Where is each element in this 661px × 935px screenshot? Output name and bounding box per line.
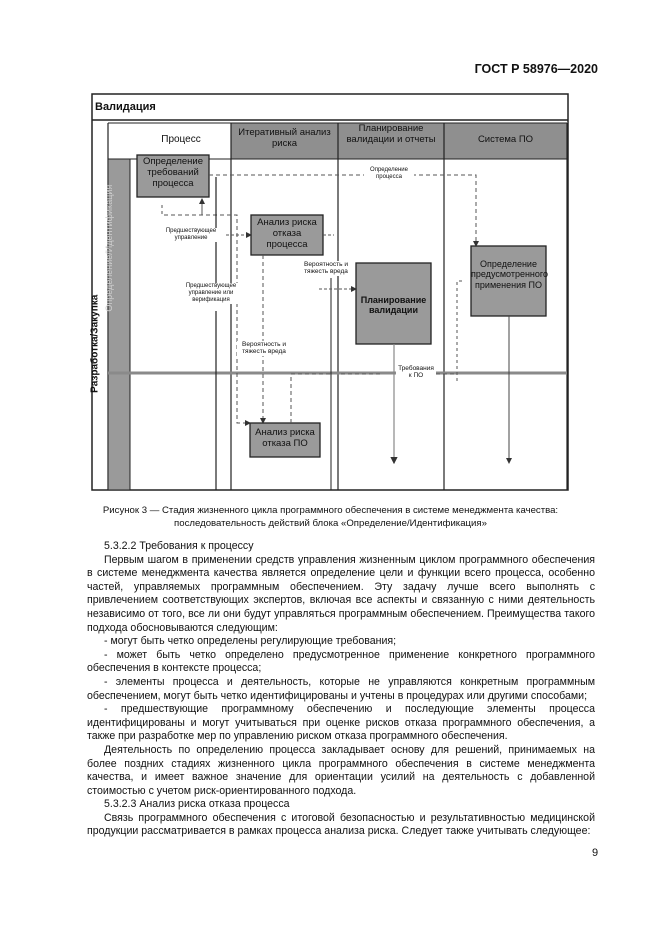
bullet-item: - предшествующие программному обеспечению и последующие элементы процесса идентифицированы и могут учитываться при оценке рисков отказа программного обеспечения, а также при разработке мер по управлению риском отказа программного обеспечения.	[87, 703, 595, 743]
box-process-failure-risk: Анализ риска отказа процесса	[257, 217, 317, 250]
figure-caption	[70, 505, 591, 531]
caption-line-1: Рисунок 3 — Стадия жизненного цикла программного обеспечения в системе менеджмента качества:	[102, 505, 559, 516]
column-header-process: Процесс	[161, 134, 201, 145]
box-software-failure-risk: Анализ риска отказа ПО	[255, 427, 315, 449]
standard-header: ГОСТ Р 58976—2020	[474, 62, 598, 76]
figure-3-diagram	[91, 93, 569, 491]
box-intended-use: Определение предусмотренного применения ПО	[471, 259, 549, 290]
figure-title-bar: Валидация	[95, 101, 156, 113]
column-header-software-system: Система ПО	[477, 134, 534, 145]
label-previous-control-verification: Предшествующее управление или верификация	[176, 283, 246, 304]
label-software-requirements: Требования к ПО	[396, 365, 436, 380]
inner-lane-label: Определение/Идентификация	[103, 184, 114, 312]
outer-lane-label: Разработка/Закупка	[89, 294, 101, 393]
paragraph: Деятельность по определению процесса закладывает основу для решений, принимаемых на более поздних стадиях жизненного цикла программного обеспечения в системе менеджмента качества, и имеет важное значение для ориентации усилий на деятельность с добавленной стоимостью с учетом риск-ориентированного подхода.	[87, 743, 595, 797]
page-number: 9	[592, 847, 599, 859]
section-heading-5-3-2-3: 5.3.2.3 Анализ риска отказа процесса	[104, 798, 290, 811]
bullet-item: - элементы процесса и деятельность, которые не управляются конкретным программным обеспечением, могут быть четко идентифицированы и учтены в процедурах или другими способами;	[87, 675, 595, 702]
box-process-requirements: Определение требований процесса	[142, 156, 204, 189]
paragraph: Первым шагом в применении средств управления жизненным циклом программного обеспечения в системе менеджмента качества является определение цели и функции всего процесса, особенно частей, управляемых программным обеспечением. Эту задачу лучше всего выполнять с привлечением соответствующих экспертов, включая все аспекты и связанную с ними деятельность независимо от того, все ли они будут управляться программным обеспечением. Преимущества такого подхода обосновываются следующим:	[87, 553, 595, 634]
box-validation-planning: Планирование валидации	[360, 295, 427, 316]
diagram-lines	[91, 93, 569, 491]
body-text	[87, 540, 595, 839]
section-heading-5-3-2-2: 5.3.2.2 Требования к процессу	[104, 540, 254, 552]
label-probability-severity-2: Вероятность и тяжесть вреда	[237, 341, 291, 356]
label-probability-severity-1: Вероятность и тяжесть вреда	[299, 261, 353, 276]
bullet-item: - может быть четко определено предусмотренное применение конкретного программного обеспечения в контексте процесса;	[87, 648, 595, 675]
paragraph: Связь программного обеспечения с итоговой безопасностью и результативностью медицинской продукции рассматривается в рамках процесса анализа риска. Следует также учитывать следующее:	[87, 811, 595, 838]
column-header-iterative-risk: Итеративный анализ риска	[238, 127, 331, 149]
label-process-definition: Определение процесса	[364, 167, 414, 181]
bullet-item: - могут быть четко определены регулирующие требования;	[104, 635, 397, 648]
caption-line-2: последовательность действий блока «Определение/Идентификация»	[174, 517, 487, 529]
column-header-validation-planning: Планирование валидации и отчеты	[346, 123, 436, 145]
label-previous-control: Предшествующее управление	[161, 228, 221, 242]
